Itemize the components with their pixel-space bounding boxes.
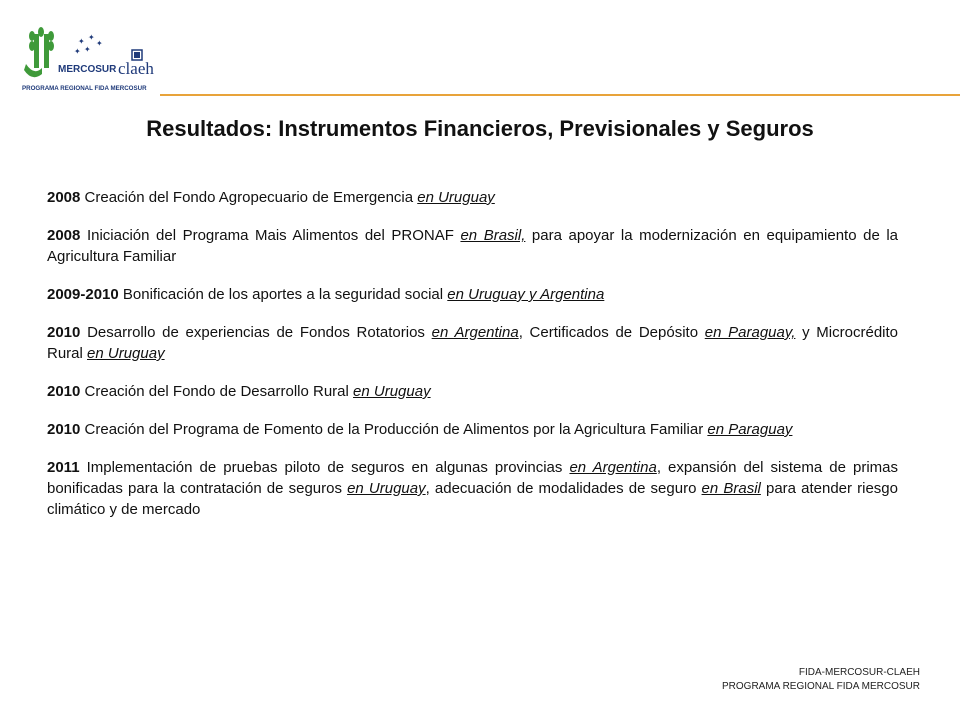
list-item xyxy=(47,284,898,305)
item-location: en Argentina xyxy=(431,324,519,341)
item-text: Desarrollo de experiencias de Fondos Rotatorios xyxy=(87,324,432,341)
item-text: Bonificación de los aportes a la seguridad social xyxy=(122,286,448,303)
footer-line-2: PROGRAMA REGIONAL FIDA MERCOSUR xyxy=(722,681,920,692)
header-divider xyxy=(160,94,960,96)
item-year: 2011 xyxy=(47,459,80,476)
list-item xyxy=(47,187,898,208)
item-location: en Paraguay, xyxy=(704,324,796,341)
svg-text:✦: ✦ xyxy=(78,37,85,46)
item-text: Creación del Programa de Fomento de la Producción de Alimentos por la Agricultura Familiar xyxy=(84,421,708,438)
item-year: 2008 xyxy=(47,227,81,244)
svg-text:✦: ✦ xyxy=(74,47,81,56)
list-item xyxy=(47,322,898,364)
item-text: , expansión del sistema de primas bonificadas para la contratación de seguros xyxy=(47,459,898,497)
footer-line-1: FIDA-MERCOSUR-CLAEH xyxy=(798,667,920,678)
item-text: para atender riesgo climático y de mercado xyxy=(47,480,898,518)
item-location: en Uruguay xyxy=(353,383,431,400)
logo-graphic xyxy=(20,24,165,94)
logo-mercosur-text: MERCOSUR xyxy=(58,64,117,75)
logo-program-text: PROGRAMA REGIONAL FIDA MERCOSUR xyxy=(22,85,147,92)
item-year: 2009-2010 xyxy=(47,286,119,303)
program-logo xyxy=(20,24,165,94)
list-item xyxy=(47,419,898,440)
item-location: en Brasil, xyxy=(460,227,526,244)
footer xyxy=(722,666,920,694)
list-item xyxy=(47,381,898,402)
item-location: en Paraguay xyxy=(707,421,793,438)
item-text: para apoyar la modernización en equipamiento de la Agricultura Familiar xyxy=(47,227,899,265)
item-text: Implementación de pruebas piloto de seguros en algunas provincias xyxy=(86,459,570,476)
logo-claeh-text: claeh xyxy=(118,59,154,78)
item-text: , Certificados de Depósito xyxy=(518,324,705,341)
item-location: en Uruguay xyxy=(417,189,495,206)
item-text: Creación del Fondo de Desarrollo Rural xyxy=(84,383,354,400)
item-year: 2010 xyxy=(47,324,81,341)
item-year: 2008 xyxy=(47,189,81,206)
item-text: , adecuación de modalidades de seguro xyxy=(425,480,702,497)
item-year: 2010 xyxy=(47,421,81,438)
list-item xyxy=(47,225,898,267)
item-location: en Argentina xyxy=(569,459,657,476)
item-location: en Uruguay y Argentina xyxy=(447,286,605,303)
svg-text:✦: ✦ xyxy=(84,45,91,54)
item-location: en Uruguay xyxy=(347,480,426,497)
item-location: en Brasil xyxy=(701,480,761,497)
page-title: Resultados: Instrumentos Financieros, Previsionales y Seguros xyxy=(146,116,814,141)
list-item xyxy=(47,457,898,520)
item-text: Iniciación del Programa Mais Alimentos del PRONAF xyxy=(86,227,461,244)
item-text: Creación del Fondo Agropecuario de Emergencia xyxy=(84,189,418,206)
svg-text:✦: ✦ xyxy=(96,39,103,48)
results-list xyxy=(47,187,898,537)
item-location: en Uruguay xyxy=(87,345,165,362)
svg-text:✦: ✦ xyxy=(88,33,95,42)
item-text: y Microcrédito Rural xyxy=(47,324,898,362)
item-year: 2010 xyxy=(47,383,81,400)
